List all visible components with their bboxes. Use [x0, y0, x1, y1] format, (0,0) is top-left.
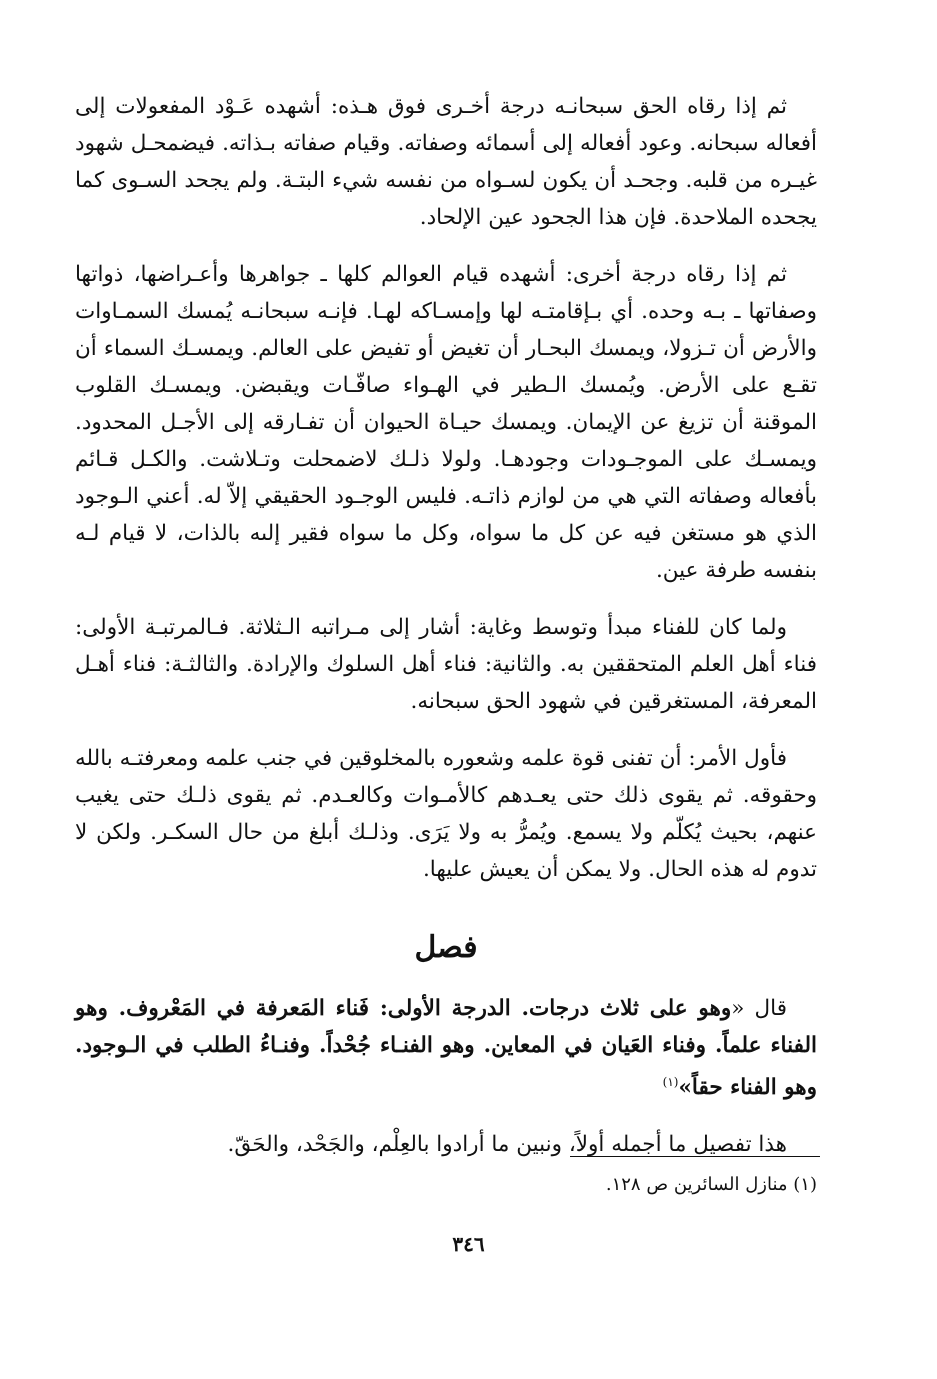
section-heading: فصل [414, 930, 478, 965]
paragraph-2 [75, 256, 817, 589]
closing-paragraph [75, 1126, 817, 1163]
quote-intro: قال « [731, 996, 787, 1021]
paragraph-1-text: ثم إذا رقاه الحق سبحانـه درجة أخـرى فوق هـذه: أشهده عَـوْد المفعولات إلى أفعاله سبحانه. وعود أفعاله إلى أسمائه وصفاته. وقيام صفاته بـذاته. فيضمحـل شهود غيـره من قلبه. وجحـد أن يكون لسـواه من نفسه شيء البتـة. ولم يجحد السـوى كما يجحده الملاحدة. فإن هذا الجحود عين الإلحاد. [75, 94, 817, 230]
paragraph-4 [75, 740, 817, 888]
paragraph-4-text: فأول الأمر: أن تفنى قوة علمه وشعوره بالمخلوقين في جنب علمه ومعرفتـه بالله وحقوقه. ثم يقوى ذلك حتى يعـدهم كالأمـوات وكالعـدم. ثم يقوى ذلـك حتى يغيب عنهم، بحيث يُكلّم ولا يسمع. ويُمرُّ به ولا يَرَى. وذلـك أبلغ من حال السكـر. ولكن لا تدوم له هذه الحال. ولا يمكن أن يعيش عليها. [75, 746, 817, 882]
footnote-ref[interactable]: (١) [662, 1075, 679, 1089]
paragraph-1 [75, 88, 817, 236]
page-number: ٣٤٦ [452, 1232, 485, 1256]
footnote: (١) منازل السائرين ص ١٢٨. [605, 1174, 817, 1195]
footnote-divider [570, 1156, 820, 1157]
paragraph-2-text: ثم إذا رقاه درجة أخرى: أشهده قيام العوالم كلها ـ جواهرها وأعـراضها، ذواتها وصفاتها ـ بـه وحده. أي بـإقامتـه لها وإمسـاكه لهـا. فإنـه سبحانـه يُمسك السمـاوات والأرض أن تـزولا، ويمسك البحـار أن تغيض أو تفيض على العالم. ويمسـك السماء أن تقـع على الأرض. ويُمسك الـطير في الهـواء صافّـات ويقبضن. ويمسـك القلوب الموقنة أن تزيغ عن الإيمان. ويمسك حيـاة الحيوان أن تفـارقه إلى الأجـل المحدود. ويمسـك على الموجـودات وجودهـا. ولولا ذلـك لاضمحلت وتـلاشت. والكـل قـائم بأفعاله وصفاته التي هي من لوازم ذاتـه. فليس الوجـود الحقيقي إلاّ له. أعني الـوجود الذي هو مستغن فيه عن كل ما سواه، وكل ما سواه فقير إلىه بالذات، لا قيام لـه بنفسه طرفة عين. [75, 262, 817, 583]
paragraph-3 [75, 609, 817, 720]
quote-text: وهو على ثلاث درجات. الدرجة الأولى: فَناء المَعرفة في المَعْروف. وهو الفناء علماً. وفناء العَيان في المعاين. وهو الفنـاء جُحْداً. وفنـاءُ الطلب في الـوجود. وهو الفناء حقاً [75, 996, 817, 1101]
quote-paragraph [75, 990, 817, 1106]
closing-text: هذا تفصيل ما أجمله أولاً، ونبين ما أرادوا بالعِلْم، والجَحْد، والحَقّ. [227, 1132, 787, 1158]
quote-line [75, 990, 817, 1106]
paragraph-3-text: ولما كان للفناء مبدأ وتوسط وغاية: أشار إلى مـراتبه الـثلاثة. فـالمرتبـة الأولى: فناء أهل العلم المتحققين به. والثانية: فناء أهل السلوك والإرادة. والثالثـة: فناء أهـل المعرفة، المستغرقين في شهود الحق سبحانه. [75, 615, 817, 714]
quote-close: » [678, 1075, 692, 1101]
